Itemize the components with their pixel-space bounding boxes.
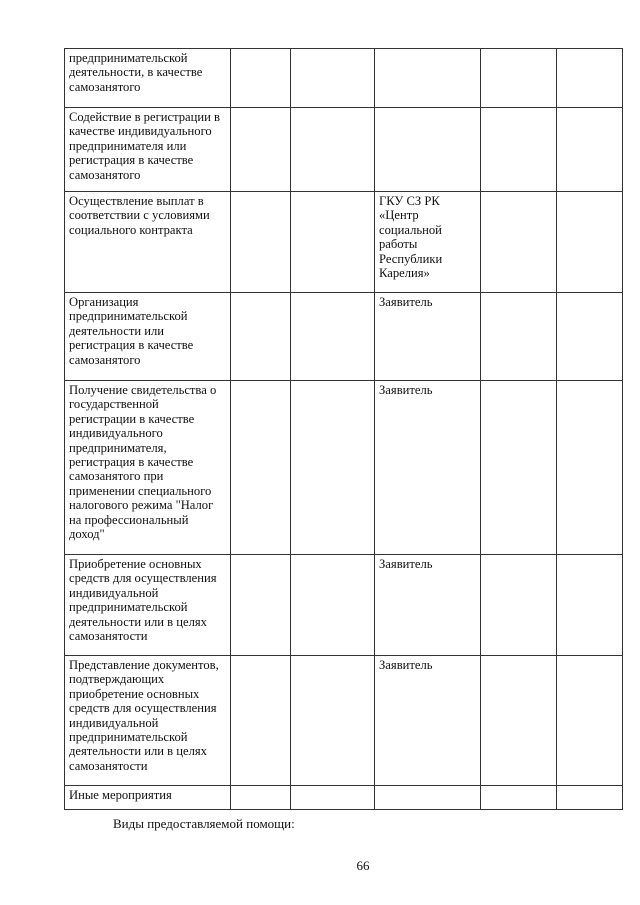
table-row — [65, 656, 623, 786]
table-cell — [231, 293, 291, 381]
executor-text: Заявитель — [379, 295, 433, 309]
table-row — [65, 108, 623, 192]
activity-text: Организация предпринимательской деятельности или регистрация в качестве самозанятого — [69, 295, 194, 367]
table-row — [65, 786, 623, 810]
executor-cell — [375, 49, 481, 108]
executor-cell — [375, 656, 481, 786]
table-cell — [231, 786, 291, 810]
table-cell — [557, 293, 623, 381]
page-number: 66 — [356, 858, 370, 873]
activity-cell — [65, 656, 231, 786]
table-cell — [557, 555, 623, 656]
activity-text: Представление документов, подтверждающих приобретение основных средств для осуществления индивидуальной предпринимательской деятельности или в целях самозанятости — [69, 658, 219, 773]
activity-cell — [65, 786, 231, 810]
activity-text: Иные мероприятия — [69, 788, 172, 802]
table-cell — [481, 381, 557, 555]
executor-text: Заявитель — [379, 383, 433, 397]
table-cell — [557, 49, 623, 108]
executor-cell — [375, 786, 481, 810]
table-cell — [481, 192, 557, 293]
table-cell — [557, 108, 623, 192]
table-cell — [291, 108, 375, 192]
executor-cell — [375, 293, 481, 381]
activity-cell — [65, 555, 231, 656]
table-cell — [557, 192, 623, 293]
activity-text: Приобретение основных средств для осуществления индивидуальной предпринимательской деятельности или в целях самозанятости — [69, 557, 217, 644]
activity-cell — [65, 381, 231, 555]
executor-text: ГКУ СЗ РК «Центр социальной работы Республики Карелия» — [379, 194, 443, 281]
table-cell — [231, 381, 291, 555]
activity-cell — [65, 192, 231, 293]
activity-text: Получение свидетельства о государственной регистрации в качестве индивидуального предпринимателя, регистрация в качестве самозанятого при применении специального налогового режима "Налог на профессиональный доход" — [69, 383, 217, 542]
activities-table — [64, 48, 623, 810]
table-cell — [481, 786, 557, 810]
activity-cell — [65, 49, 231, 108]
table-cell — [291, 786, 375, 810]
table-cell — [481, 656, 557, 786]
executor-text: Заявитель — [379, 658, 433, 672]
table-row — [65, 555, 623, 656]
table-row — [65, 381, 623, 555]
table-cell — [557, 656, 623, 786]
activity-text: Осуществление выплат в соответствии с условиями социального контракта — [69, 194, 210, 237]
table-cell — [231, 108, 291, 192]
table-cell — [231, 555, 291, 656]
executor-cell — [375, 192, 481, 293]
table-row — [65, 293, 623, 381]
table-cell — [481, 108, 557, 192]
table-row — [65, 49, 623, 108]
table-cell — [557, 786, 623, 810]
table-cell — [557, 381, 623, 555]
activity-cell — [65, 108, 231, 192]
executor-cell — [375, 555, 481, 656]
table-row — [65, 192, 623, 293]
table-cell — [291, 192, 375, 293]
executor-cell — [375, 108, 481, 192]
table-cell — [231, 49, 291, 108]
activity-cell — [65, 293, 231, 381]
executor-cell — [375, 381, 481, 555]
table-cell — [481, 293, 557, 381]
assistance-types-caption: Виды предоставляемой помощи: — [113, 816, 295, 831]
activity-text: Содействие в регистрации в качестве индивидуального предпринимателя или регистрация в качестве самозанятого — [69, 110, 220, 182]
table-cell — [231, 656, 291, 786]
executor-text: Заявитель — [379, 557, 433, 571]
table-cell — [291, 293, 375, 381]
table-cell — [481, 49, 557, 108]
table-cell — [291, 555, 375, 656]
table-cell — [291, 381, 375, 555]
table-cell — [231, 192, 291, 293]
table-cell — [291, 49, 375, 108]
activity-text: предпринимательской деятельности, в качестве самозанятого — [69, 51, 203, 94]
table-cell — [291, 656, 375, 786]
table-cell — [481, 555, 557, 656]
